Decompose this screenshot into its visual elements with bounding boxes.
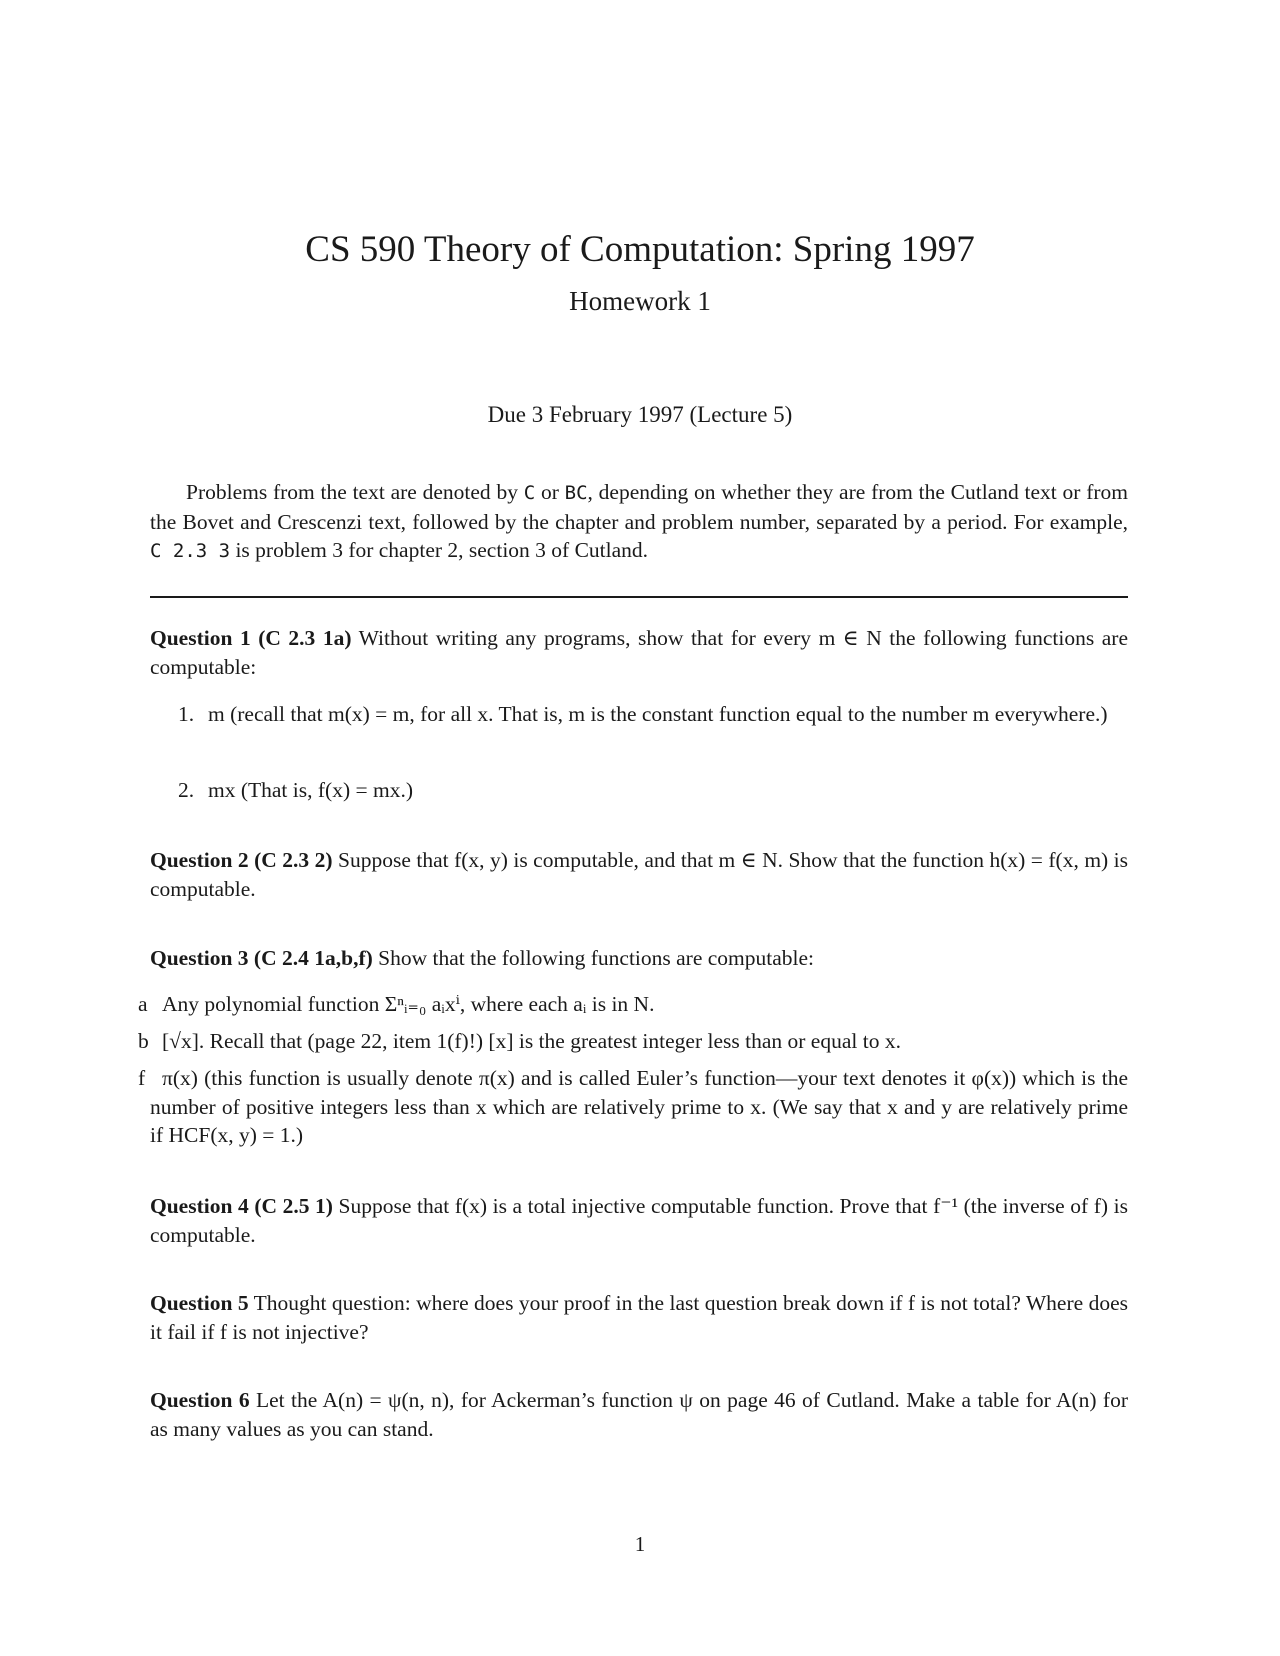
question-1 [150,624,1128,681]
question-1-label: Question 1 (C 2.3 1a) [150,626,352,650]
question-3-text: Show that the following functions are computable: [378,946,815,970]
intro-text-2: or [535,480,565,504]
question-6-label: Question 6 [150,1388,250,1412]
q1-item-2-number: 2. [178,778,195,802]
question-5-label: Question 5 [150,1291,249,1315]
code-c: C [523,482,536,504]
due-date: Due 3 February 1997 (Lecture 5) [487,402,793,427]
q3-item-f-mark: f [138,1066,146,1090]
q1-item-1-text: m (recall that m(x) = m, for all x. That is, m is the constant function equal to the number m everywhere.) [208,702,1108,726]
intro-paragraph [150,478,1128,566]
q3-item-b-mark: b [138,1029,149,1053]
question-3 [150,944,1128,973]
code-example: C 2.3 3 [150,540,231,562]
question-4-label: Question 4 (C 2.5 1) [150,1194,333,1218]
intro-text-1: Problems from the text are denoted by [186,480,524,504]
question-2 [150,846,1128,903]
intro-text-4: is problem 3 for chapter 2, section 3 of Cutland. [230,538,649,562]
question-6-text: Let the A(n) = ψ(n, n), for Ackerman’s function ψ on page 46 of Cutland. Make a table for A(n) for as many values as you can stand. [150,1388,1129,1441]
question-6 [150,1386,1128,1443]
question-4 [150,1192,1128,1249]
page-number: 1 [634,1532,646,1556]
q3-item-a-text: Any polynomial function Σⁿᵢ₌₀ aᵢxⁱ, where each aᵢ is in N. [162,992,655,1016]
question-1-text: Without writing any programs, show that for every m ∈ N the following functions are computable: [150,626,1128,679]
question-5-text: Thought question: where does your proof in the last question break down if f is not total? Where does it fail if f is not injective? [150,1291,1128,1344]
q1-item-2-text: mx (That is, f(x) = mx.) [208,778,413,802]
question-3-label: Question 3 (C 2.4 1a,b,f) [150,946,373,970]
intro-text-3: , depending on whether they are from the Cutland text or from the Bovet and Crescenzi text, followed by the chapter and problem number, separated by a period. For example, [150,480,1128,534]
question-4-text: Suppose that f(x) is a total injective computable function. Prove that f⁻¹ (the inverse of f) is computable. [150,1194,1128,1247]
q1-item-1-number: 1. [178,702,195,726]
question-5 [150,1289,1128,1346]
horizontal-rule [150,596,1128,598]
question-2-text: Suppose that f(x, y) is computable, and that m ∈ N. Show that the function h(x) = f(x, m) is computable. [150,848,1129,901]
question-2-label: Question 2 (C 2.3 2) [150,848,333,872]
q3-item-a-mark: a [138,992,148,1016]
code-bc: BC [564,482,588,504]
q3-item-f-text: π(x) (this function is usually denote π(x) and is called Euler’s function—your text denotes it φ(x)) which is the number of positive integers less than x which are relatively prime to x. (We say that x and y are relatively prime if HCF(x, y) = 1.) [150,1066,1128,1147]
page-title: CS 590 Theory of Computation: Spring 1997 [305,229,975,270]
q3-item-b-text: [√x]. Recall that (page 22, item 1(f)!) [x] is the greatest integer less than or equal to x. [162,1029,901,1053]
page-subtitle: Homework 1 [569,286,711,316]
